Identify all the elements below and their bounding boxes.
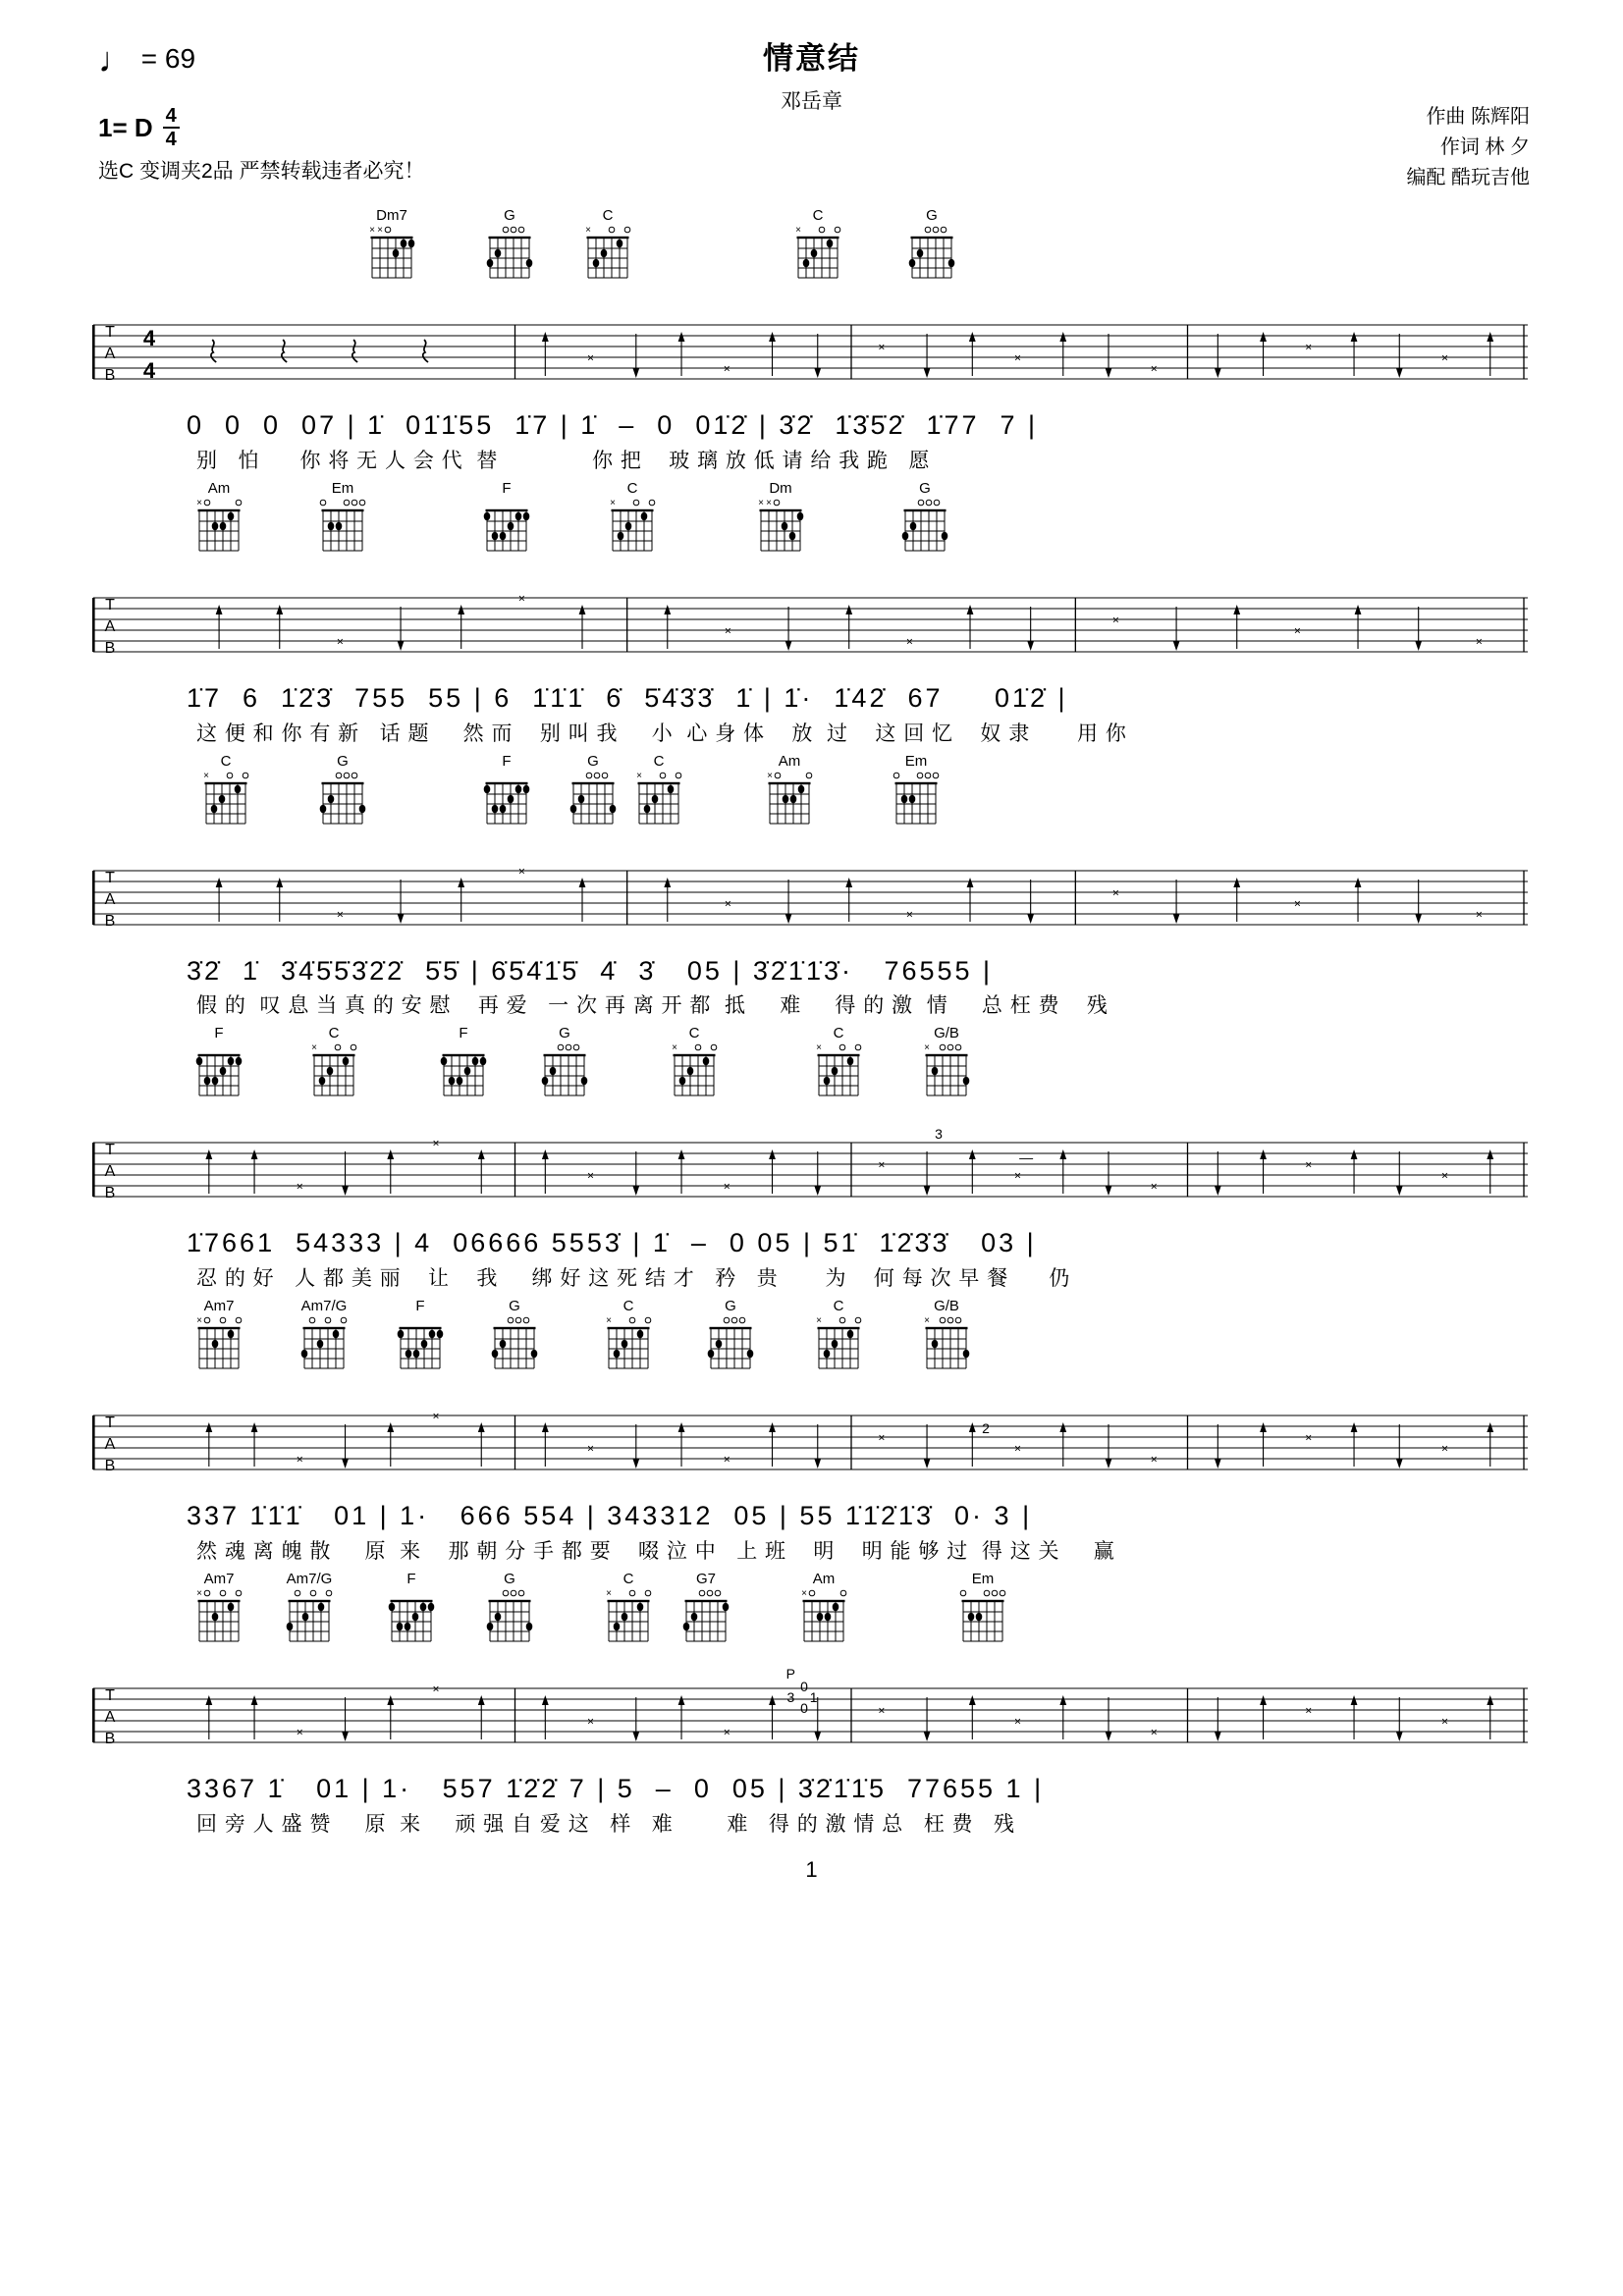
svg-text:×: ×: [195, 1587, 202, 1599]
chord-row-1: [88, 207, 1530, 292]
chord-diagram-f: [477, 753, 536, 833]
tab-system-3: [88, 753, 1530, 1020]
svg-text:G: G: [926, 207, 939, 224]
svg-text:×: ×: [723, 361, 730, 376]
chord-diagram-g: [480, 1571, 539, 1651]
svg-text:0: 0: [800, 1699, 808, 1716]
svg-text:C: C: [813, 207, 824, 224]
svg-text:2: 2: [982, 1420, 990, 1436]
svg-text:G: G: [919, 479, 931, 497]
svg-text:F: F: [502, 479, 512, 497]
svg-text:×: ×: [587, 350, 595, 365]
melody-line-1: 0 0 0 07 | 1̇ 01̇1̇55 1̇7 | 1̇ – 0 01̇2̇ | 3̇2̇ 1̇3̇5̇2̇ 1̇77 7 |: [187, 410, 1039, 440]
svg-text:3: 3: [935, 1126, 943, 1143]
chord-diagram-em: [313, 480, 372, 561]
svg-text:×: ×: [924, 1042, 931, 1054]
chord-diagram-g-b: [917, 1298, 976, 1378]
chord-diagram-am: [760, 753, 819, 833]
svg-text:A: A: [104, 346, 116, 362]
chord-row-6: [88, 1571, 1530, 1655]
tab-staff-3: [88, 837, 1530, 953]
chord-diagram-am: [189, 480, 248, 561]
tab-system-2: [88, 480, 1530, 747]
svg-text:×: ×: [767, 770, 773, 781]
svg-text:×: ×: [517, 591, 525, 606]
tab-system-5: [88, 1298, 1530, 1565]
svg-text:×: ×: [1475, 634, 1483, 649]
svg-text:×: ×: [1293, 896, 1301, 910]
svg-text:×: ×: [587, 1168, 595, 1183]
chord-row-3: [88, 753, 1530, 837]
chord-diagram-f: [434, 1025, 493, 1105]
tempo-value: = 69: [134, 43, 196, 74]
svg-text:×: ×: [336, 634, 344, 649]
svg-text:×: ×: [1014, 1168, 1022, 1183]
chord-row-4: [88, 1025, 1530, 1109]
svg-text:G7: G7: [695, 1570, 716, 1587]
lyrics-line-6: 回 旁 人 盛 赞 原 来 顽 强 自 爱 这 样 难 难 得 的 激 情 总 枉 费 残: [196, 1812, 1016, 1836]
melody-line-5: 337 1̇1̇1̇ 01 | 1· 666 554 | 343312 05 | 55 1̇1̇2̇1̇3̇ 0· 3 |: [187, 1501, 1033, 1530]
chord-diagram-g: [895, 480, 954, 561]
svg-text:B: B: [104, 1458, 116, 1474]
tempo-marking: [98, 39, 195, 80]
tab-system-1: [88, 207, 1530, 474]
svg-text:G: G: [587, 752, 600, 770]
svg-text:B: B: [104, 1185, 116, 1202]
svg-text:G: G: [337, 752, 349, 770]
chord-diagram-dm7: [362, 207, 421, 288]
svg-text:Am7/G: Am7/G: [300, 1298, 348, 1314]
chord-diagram-c: [809, 1298, 868, 1378]
chord-diagram-f: [189, 1025, 248, 1105]
svg-text:×: ×: [296, 1179, 303, 1194]
svg-text:×: ×: [801, 1587, 808, 1599]
svg-text:T: T: [105, 596, 115, 614]
svg-text:×: ×: [1441, 1714, 1449, 1729]
svg-text:Dm7: Dm7: [376, 207, 407, 224]
svg-text:F: F: [406, 1570, 417, 1587]
chord-diagram-c: [603, 480, 662, 561]
svg-text:Am: Am: [778, 752, 801, 770]
svg-text:F: F: [214, 1025, 224, 1042]
svg-text:×: ×: [1014, 1714, 1022, 1729]
chord-diagram-f: [382, 1571, 441, 1651]
credits-block: [1406, 102, 1530, 193]
svg-text:A: A: [104, 617, 116, 635]
svg-text:×: ×: [432, 1136, 440, 1150]
svg-text:T: T: [105, 324, 115, 341]
chord-diagram-f: [391, 1298, 450, 1378]
svg-text:×: ×: [1305, 340, 1313, 354]
chord-row-5: [88, 1298, 1530, 1382]
svg-text:×: ×: [517, 864, 525, 878]
melody-line-6: 3367 1̇ 01 | 1· 557 1̇2̇2̇ 7 | 5 – 0 05 | 3̇2̇1̇1̇5 77655 1 |: [187, 1773, 1045, 1803]
chord-diagram-c: [578, 207, 637, 288]
svg-text:×: ×: [432, 1409, 440, 1423]
chord-diagram-c: [629, 753, 688, 833]
svg-text:×: ×: [203, 770, 210, 781]
svg-text:A: A: [104, 890, 116, 908]
svg-text:T: T: [105, 869, 115, 886]
tab-system-4: [88, 1025, 1530, 1292]
artist-name: 邓岳章: [781, 90, 842, 113]
svg-text:G/B: G/B: [934, 1025, 960, 1042]
svg-text:F: F: [415, 1298, 425, 1314]
chord-diagram-c: [665, 1025, 724, 1105]
svg-text:C: C: [626, 479, 638, 497]
svg-text:×: ×: [1150, 1725, 1158, 1739]
svg-text:×: ×: [905, 634, 913, 649]
chord-diagram-g: [480, 207, 539, 288]
svg-text:×: ×: [1111, 613, 1119, 627]
chord-diagram-em: [887, 753, 946, 833]
svg-text:Am7: Am7: [203, 1570, 235, 1587]
svg-text:×: ×: [1150, 1179, 1158, 1194]
arranger-credit: 编配 酷玩吉他: [1406, 167, 1530, 188]
chord-diagram-g: [902, 207, 961, 288]
chord-diagram-c: [809, 1025, 868, 1105]
svg-text:×: ×: [635, 770, 642, 781]
svg-text:×: ×: [1305, 1157, 1313, 1172]
svg-text:B: B: [104, 367, 116, 384]
chord-diagram-am: [794, 1571, 853, 1651]
svg-text:×: ×: [723, 1179, 730, 1194]
svg-text:×: ×: [1475, 907, 1483, 921]
svg-text:Am: Am: [813, 1570, 836, 1587]
composer-credit: 作曲 陈辉阳: [1426, 106, 1530, 128]
svg-text:T: T: [105, 1686, 115, 1704]
lyrics-line-3: 假 的 叹 息 当 真 的 安 慰 再 爱 一 次 再 离 开 都 抵 难 得 的 激 情 总 枉 费 残: [196, 994, 1109, 1018]
svg-text:C: C: [653, 752, 664, 770]
svg-text:Am7/G: Am7/G: [286, 1570, 333, 1587]
svg-text:×: ×: [587, 1441, 595, 1456]
chord-diagram-c: [599, 1298, 658, 1378]
svg-text:×: ×: [376, 225, 383, 236]
svg-text:Dm: Dm: [769, 479, 792, 497]
copyright-notice: 选C 变调夹2品 严禁转载违者必究！: [98, 160, 425, 183]
svg-text:B: B: [104, 912, 116, 930]
svg-text:G: G: [725, 1298, 736, 1314]
svg-text:A: A: [104, 1708, 116, 1726]
svg-text:1: 1: [809, 1688, 818, 1705]
svg-text:A: A: [104, 1163, 116, 1181]
tab-system-6: [88, 1571, 1530, 1838]
svg-text:C: C: [602, 207, 614, 224]
svg-text:C: C: [688, 1025, 700, 1042]
svg-text:C: C: [220, 752, 232, 770]
key-prefix: 1= D: [98, 112, 153, 142]
svg-text:Em: Em: [331, 479, 354, 497]
svg-text:×: ×: [1305, 1703, 1313, 1718]
svg-text:×: ×: [816, 1315, 822, 1326]
svg-text:×: ×: [432, 1682, 440, 1696]
svg-text:4: 4: [142, 358, 156, 383]
lyricist-credit: 作词 林 夕: [1439, 136, 1530, 158]
tab-staff-4: [88, 1109, 1530, 1225]
svg-text:×: ×: [766, 497, 773, 508]
page-number: 1: [805, 1856, 818, 1882]
chord-diagram-c: [196, 753, 255, 833]
svg-text:×: ×: [878, 1157, 886, 1172]
svg-text:×: ×: [724, 623, 731, 638]
lyrics-line-5: 然 魂 离 魄 散 原 来 那 朝 分 手 都 要 啜 泣 中 上 班 明 明 能 够 过 得 这 关 赢: [196, 1539, 1115, 1563]
svg-text:T: T: [105, 1415, 115, 1431]
tab-staff-1: [88, 292, 1530, 407]
svg-text:C: C: [328, 1025, 340, 1042]
svg-text:×: ×: [585, 225, 592, 236]
svg-text:F: F: [502, 752, 512, 770]
svg-text:T: T: [105, 1142, 115, 1159]
svg-text:×: ×: [878, 1703, 886, 1718]
svg-text:—: —: [1019, 1149, 1034, 1166]
svg-text:×: ×: [1150, 1452, 1158, 1467]
chord-diagram-g: [701, 1298, 760, 1378]
chord-diagram-c: [304, 1025, 363, 1105]
svg-text:A: A: [104, 1436, 116, 1453]
svg-text:×: ×: [1150, 361, 1158, 376]
time-bottom: 4: [165, 129, 177, 150]
svg-text:×: ×: [605, 1587, 612, 1599]
chord-row-2: [88, 480, 1530, 564]
svg-text:C: C: [622, 1298, 634, 1314]
chord-diagram-c: [599, 1571, 658, 1651]
melody-line-3: 3̇2̇ 1̇ 3̇4̇5̇5̇3̇2̇2̇ 5̇5̇ | 6̇5̇4̇1̇5̇ 4̇ 3̇ 05 | 3̇2̇1̇1̇3̇· 76555 |: [187, 955, 994, 986]
chord-diagram-em: [953, 1571, 1012, 1651]
time-signature: [163, 106, 180, 149]
chord-diagram-am7: [189, 1571, 248, 1651]
quarter-note-icon: ♩: [98, 39, 134, 80]
sheet-header: [0, 0, 1623, 201]
svg-text:F: F: [459, 1025, 468, 1042]
svg-text:×: ×: [723, 1725, 730, 1739]
svg-text:×: ×: [795, 225, 802, 236]
svg-text:G: G: [508, 1298, 520, 1314]
svg-text:Em: Em: [971, 1570, 995, 1587]
svg-text:×: ×: [724, 896, 731, 910]
chord-diagram-f: [477, 480, 536, 561]
melody-line-4: 1̇7661 54333 | 4 06666 5553̇ | 1̇ – 0 05 | 51̇ 1̇2̇3̇3̇ 03 |: [187, 1228, 1037, 1258]
lyrics-line-1: 别 怕 你 将 无 人 会 代 替 你 把 玻 璃 放 低 请 给 我 跪 愿: [196, 449, 931, 472]
svg-text:×: ×: [1441, 1168, 1449, 1183]
svg-text:×: ×: [1441, 350, 1449, 365]
svg-text:×: ×: [296, 1452, 303, 1467]
svg-text:3: 3: [786, 1688, 795, 1705]
chord-diagram-am7: [189, 1298, 248, 1378]
chord-diagram-g: [313, 753, 372, 833]
tab-staff-6: [88, 1655, 1530, 1771]
chord-diagram-g7: [676, 1571, 735, 1651]
svg-text:G: G: [504, 1570, 516, 1587]
svg-text:Am: Am: [207, 479, 230, 497]
svg-text:×: ×: [336, 907, 344, 921]
chord-diagram-g: [535, 1025, 594, 1105]
svg-text:×: ×: [311, 1042, 318, 1054]
svg-text:G/B: G/B: [934, 1298, 960, 1314]
svg-text:C: C: [622, 1570, 634, 1587]
chord-diagram-g: [564, 753, 622, 833]
song-title: 情意结: [763, 41, 860, 76]
chord-diagram-g-b: [917, 1025, 976, 1105]
svg-text:×: ×: [1441, 1441, 1449, 1456]
svg-text:×: ×: [195, 497, 202, 508]
svg-text:×: ×: [816, 1042, 822, 1054]
svg-text:C: C: [833, 1298, 844, 1314]
melody-line-2: 1̇7 6 1̇2̇3̇ 755 55 | 6 1̇1̇1̇ 6̇ 5̇4̇3̇3̇ 1̇ | 1̇· 1̇42̇ 67 01̇2̇ |: [187, 682, 1068, 713]
svg-text:×: ×: [1111, 885, 1119, 899]
svg-text:0: 0: [800, 1678, 808, 1694]
chord-diagram-am7-g: [280, 1571, 339, 1651]
svg-text:×: ×: [368, 225, 375, 236]
tab-staff-5: [88, 1382, 1530, 1498]
svg-text:×: ×: [1014, 350, 1022, 365]
chord-diagram-c: [788, 207, 847, 288]
svg-text:B: B: [104, 1730, 116, 1747]
svg-text:×: ×: [1014, 1441, 1022, 1456]
svg-text:×: ×: [587, 1714, 595, 1729]
svg-text:×: ×: [905, 907, 913, 921]
svg-text:×: ×: [672, 1042, 678, 1054]
svg-text:P: P: [785, 1665, 796, 1682]
key-signature: [98, 106, 180, 149]
svg-text:×: ×: [924, 1315, 931, 1326]
svg-text:×: ×: [610, 497, 616, 508]
chord-diagram-g: [485, 1298, 544, 1378]
svg-text:×: ×: [878, 1430, 886, 1445]
svg-text:×: ×: [1293, 623, 1301, 638]
svg-text:G: G: [559, 1025, 570, 1042]
svg-text:×: ×: [758, 497, 765, 508]
svg-text:×: ×: [195, 1315, 202, 1326]
svg-text:B: B: [104, 639, 116, 657]
svg-text:×: ×: [296, 1725, 303, 1739]
svg-text:Em: Em: [905, 752, 928, 770]
svg-text:×: ×: [1305, 1430, 1313, 1445]
svg-text:G: G: [504, 207, 516, 224]
lyrics-line-4: 忍 的 好 人 都 美 丽 让 我 绑 好 这 死 结 才 矜 贵 为 何 每 次 早 餐 仍: [196, 1267, 1071, 1290]
lyrics-line-2: 这 便 和 你 有 新 话 题 然 而 别 叫 我 小 心 身 体 放 过 这 回 忆 奴 隶 用 你: [196, 721, 1127, 745]
svg-text:C: C: [833, 1025, 844, 1042]
svg-text:4: 4: [142, 326, 156, 350]
svg-text:Am7: Am7: [203, 1298, 235, 1314]
chord-diagram-dm: [751, 480, 810, 561]
svg-text:×: ×: [605, 1315, 612, 1326]
tab-staff-2: [88, 564, 1530, 680]
svg-text:×: ×: [723, 1452, 730, 1467]
chord-diagram-am7-g: [295, 1298, 353, 1378]
time-top: 4: [163, 106, 180, 129]
svg-text:×: ×: [878, 340, 886, 354]
tab-systems-container: [0, 207, 1623, 1838]
